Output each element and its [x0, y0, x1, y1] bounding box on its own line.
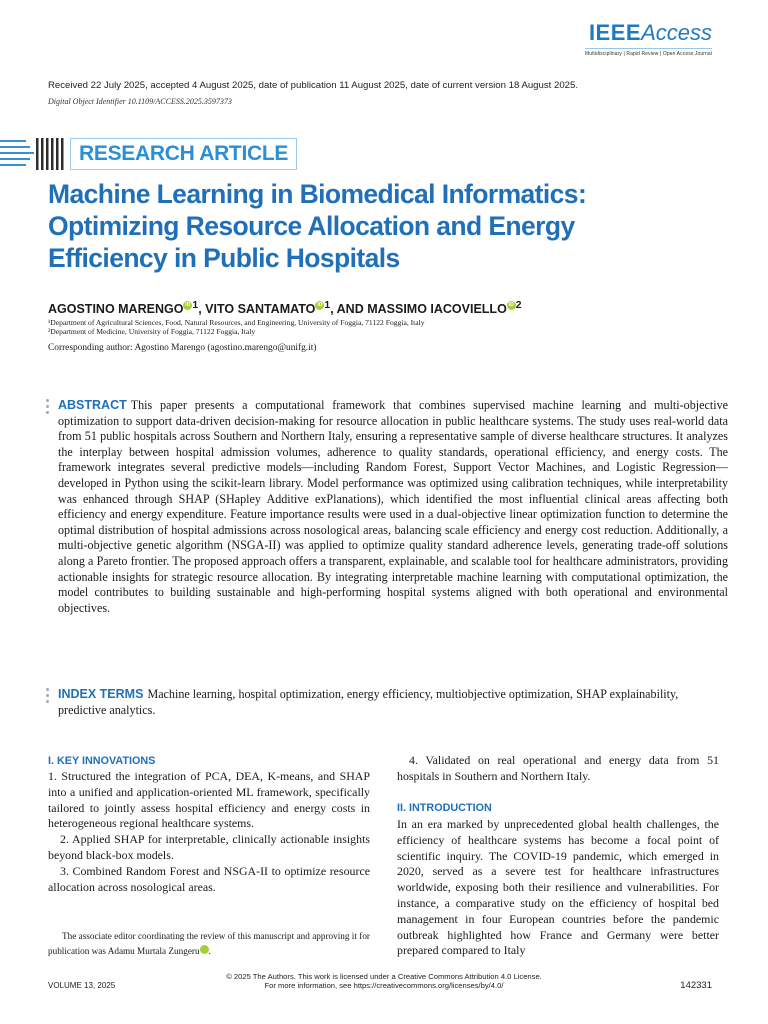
- abstract-dots-icon: [46, 399, 50, 417]
- abstract-heading: ABSTRACT: [58, 398, 127, 412]
- section-heading-introduction: II. INTRODUCTION: [397, 802, 492, 814]
- orcid-icon[interactable]: iD: [317, 302, 323, 308]
- journal-logo: [585, 20, 712, 57]
- abstract-text: This paper presents a computational framework that combines supervised machine learning and multi-objective optimization to support data-driven decision-making for resource allocation in public healthcare systems. The study uses real-world data from 51 public hospitals across Southern and Northern Italy, ensuring a representative sample of diverse healthcare structures. It analyzes the interplay between hospital admission volumes, adherence to quality standards, operational efficiency, and energy costs. The framework integrates several predictive models—including Random Forest, Support Vector Machines, and Logistic Regression—developed in Python using the scikit-learn library. Model performance was optimized using calibration techniques, while interpretability was enhanced through SHAP (SHapley Additive exPlanations), which identified the most influential clinical areas affecting both efficiency and energy expenditure. Feature importance results were used in a dual-objective linear optimization function to determine the optimal distribution of hospital admissions across nosological areas, balancing scale efficiency and energy cost reduction. Additionally, a multi-objective genetic algorithm (NSGA-II) was applied to optimize quality standard adherence levels, generating trade-off solutions along a Pareto frontier. The proposed approach offers a transparent, explainable, and scalable tool for healthcare administrators, providing actionable insights for strategic resource allocation. By integrating interpretable machine learning with computational optimization, the model contributes to building sustainable and high-performing hospital systems aligned with both operational and environmental objectives.: [58, 398, 728, 615]
- abstract: [58, 398, 728, 616]
- paper-title: Machine Learning in Biomedical Informatics: Optimizing Resource Allocation and Energy Efficiency in Public Hospitals: [48, 179, 587, 273]
- volume-label: VOLUME 13, 2025: [48, 981, 116, 990]
- logo-tagline: Multidisciplinary | Rapid Review | Open Access Journal: [585, 48, 712, 57]
- author-name: AGOSTINO MARENGO: [48, 302, 184, 317]
- author-separator: , AND: [330, 302, 368, 317]
- editor-note: The associate editor coordinating the review of this manuscript and approving it for publication was Adamu Murtala Zungeru iD.: [48, 931, 370, 957]
- author-name: VITO SANTAMATO: [205, 302, 316, 317]
- orcid-icon[interactable]: iD: [508, 302, 514, 308]
- page-number: 142331: [680, 980, 712, 991]
- index-terms-text: Machine learning, hospital optimization, energy efficiency, multiobjective optimization, SHAP explainability, predictive analytics.: [58, 687, 679, 717]
- list-item: 3. Combined Random Forest and NSGA-II to optimize resource allocation across nosological areas.: [48, 863, 370, 894]
- index-terms-dots-icon: [46, 688, 50, 706]
- index-terms: [58, 687, 728, 718]
- list-item: 2. Applied SHAP for interpretable, clinically actionable insights beyond black-box models.: [48, 832, 370, 862]
- editor-note-text: The associate editor coordinating the review of this manuscript and approving it for publication was Adamu Murtala Zungeru: [48, 931, 370, 957]
- received-dates: Received 22 July 2025, accepted 4 August 2025, date of publication 11 August 2025, date of current version 18 August 2025.: [48, 80, 578, 91]
- doi-line[interactable]: Digital Object Identifier 10.1109/ACCESS.2025.3597373: [48, 97, 232, 106]
- license-line: © 2025 The Authors. This work is licensed under a Creative Commons Attribution 4.0 License.: [226, 972, 542, 981]
- list-item: 1. Structured the integration of PCA, DEA, K-means, and SHAP into a unified and application-oriented ML framework, specifically tailored to jointly assess hospital efficiency and energy costs in heterogeneous regional healthcare systems.: [48, 769, 370, 831]
- index-terms-heading: INDEX TERMS: [58, 687, 144, 701]
- author-name: MASSIMO IACOVIELLO: [367, 302, 507, 317]
- list-item: 4. Validated on real operational and energy data from 51 hospitals in Southern and Northern Italy.: [397, 753, 719, 783]
- logo-access: Access: [641, 20, 712, 45]
- author-separator: ,: [198, 302, 206, 317]
- key-innovations-list: [48, 769, 370, 895]
- banner-stripes-icon: [0, 137, 68, 171]
- author-list: [48, 300, 522, 316]
- article-type-label: RESEARCH ARTICLE: [70, 138, 297, 170]
- affiliation-2: ²Department of Medicine, University of Foggia, 71122 Foggia, Italy: [48, 327, 256, 336]
- license-notice: [0, 972, 768, 990]
- author-affiliation-marker: 1: [324, 300, 331, 311]
- logo-ieee: IEEE: [588, 20, 642, 45]
- corresponding-author: Corresponding author: Agostino Marengo (agostino.marengo@unifg.it): [48, 343, 317, 353]
- orcid-icon[interactable]: iD: [185, 302, 191, 308]
- section-heading-key-innovations: I. KEY INNOVATIONS: [48, 755, 156, 767]
- key-innovations-continued: [397, 753, 719, 785]
- introduction-text: In an era marked by unprecedented global health challenges, the efficiency of healthcare systems has become a focal point of scientific inquiry. The COVID-19 pandemic, which emerged in 2020, served as a severe test for healthcare infrastructures worldwide, exposing both their resilience and vulnerabilities. For instance, a comparative study on the efficiency of hospital bed management in four European countries before the pandemic outbreak highlighted how France and Germany were better prepared compared to Italy: [397, 817, 719, 958]
- orcid-icon[interactable]: iD: [200, 945, 209, 954]
- author-affiliation-marker: 2: [515, 300, 522, 311]
- affiliation-1: ¹Department of Agricultural Sciences, Food, Natural Resources, and Engineering, University of Foggia, 71122 Foggia, Italy: [48, 318, 425, 327]
- author-affiliation-marker: 1: [192, 300, 199, 311]
- license-link[interactable]: For more information, see https://creativecommons.org/licenses/by/4.0/: [264, 981, 504, 990]
